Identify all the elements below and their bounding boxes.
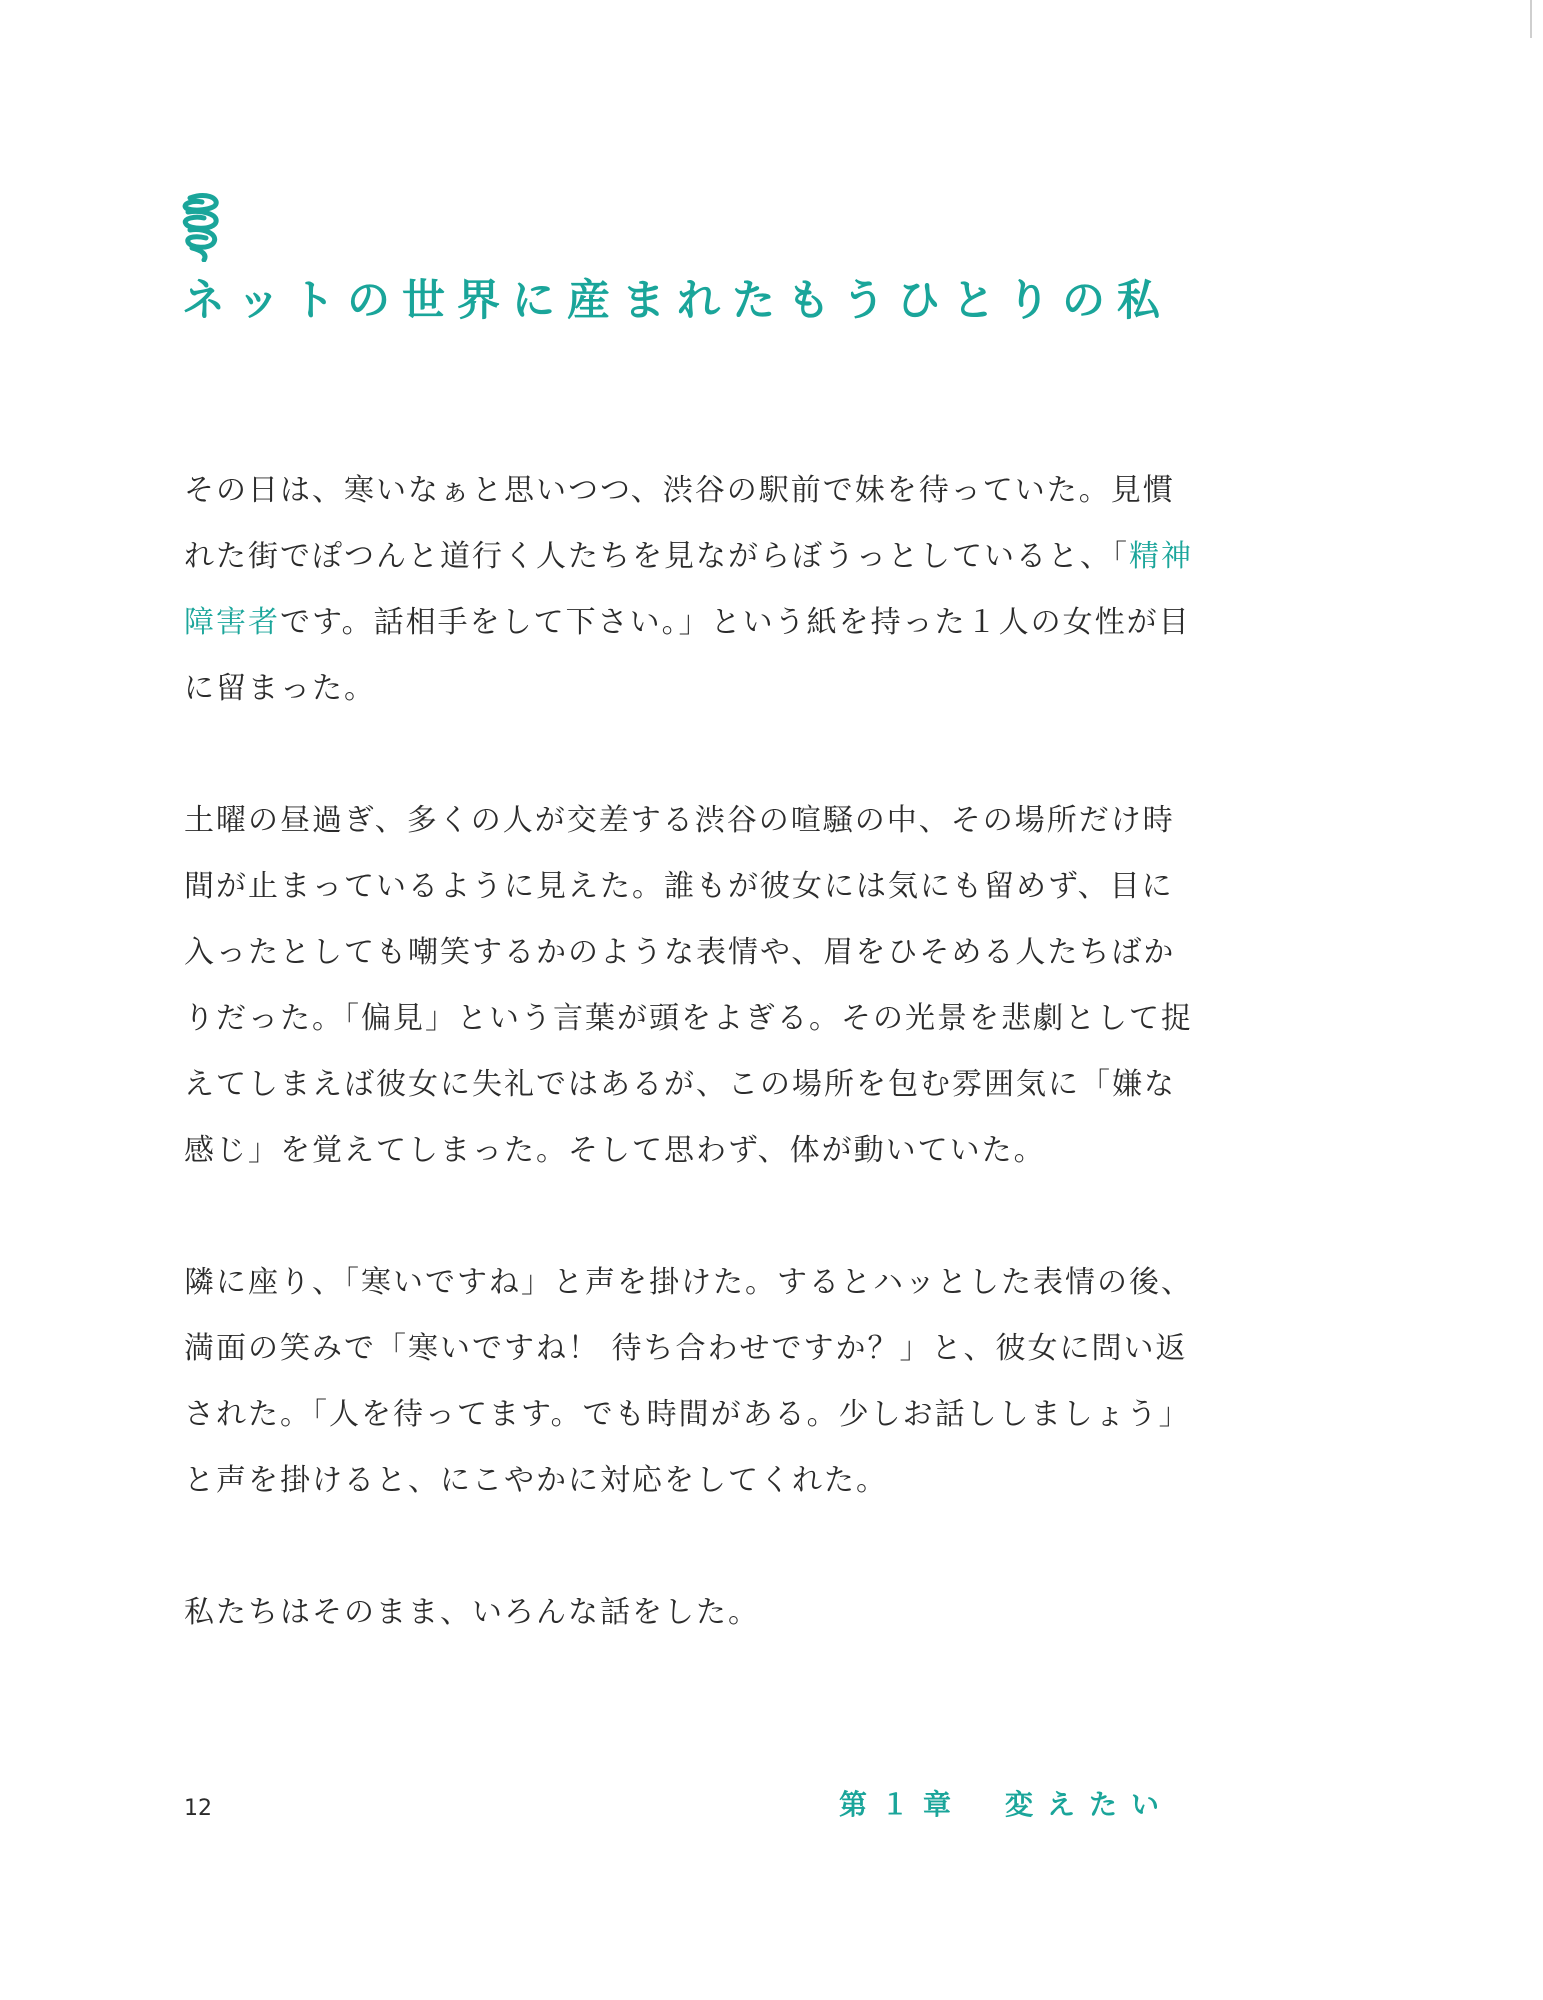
text-line [184,458,1184,524]
text-segment: えてしまえば彼女に失礼ではあるが、この場所を包む雰囲気に「嫌な [184,1067,1176,1102]
text-line [184,656,1184,722]
chapter-number-label: 第１章 [838,1788,965,1821]
spiral-icon [178,190,224,262]
text-line [184,788,1184,854]
text-segment: れた街でぽつんと道行く人たちを見ながらぼうっとしていると、「 [184,539,1129,574]
text-line [184,1052,1184,1118]
text-segment: その日は、寒いなぁと思いつつ、渋谷の駅前で妹を待っていた。見慣 [184,473,1175,508]
body-text [184,458,1193,1712]
text-segment: 隣に座り、「寒いですね」と声を掛けた。するとハッとした表情の後、 [184,1265,1193,1300]
text-line [184,1382,1191,1448]
crop-mark [1530,0,1532,38]
highlighted-term: 障害者 [184,605,280,640]
section-title: ネットの世界に産まれたもうひとりの私 [182,276,1172,326]
paragraph [184,1580,1184,1646]
text-segment: された。「人を待ってます。でも時間がある。少しお話ししましょう」 [184,1397,1191,1432]
text-segment: りだった。「偏見」という言葉が頭をよぎる。その光景を悲劇として捉 [184,1001,1193,1036]
chapter-name-label: 変えたい [1004,1788,1173,1821]
text-segment: 間が止まっているように見えた。誰もが彼女には気にも留めず、目に [184,869,1174,904]
page-number: 12 [184,1796,212,1821]
paragraph [184,788,1193,1184]
text-line [184,524,1193,590]
text-line [184,986,1193,1052]
highlighted-term: 精神 [1129,539,1193,574]
text-segment: に留まった。 [184,671,376,706]
text-segment: 感じ」を覚えてしまった。そして思わず、体が動いていた。 [184,1133,1046,1168]
text-segment: 満面の笑みで「寒いですね！ 待ち合わせですか？」と、彼女に問い返 [184,1331,1188,1366]
text-line [184,1250,1193,1316]
text-line [184,854,1184,920]
paragraph [184,1250,1193,1514]
text-segment: 入ったとしても嘲笑するかのような表情や、眉をひそめる人たちばか [184,935,1176,970]
text-line [184,1580,1184,1646]
text-line [184,1118,1184,1184]
paragraph [184,458,1193,722]
text-line [184,1316,1188,1382]
text-segment: 私たちはそのまま、いろんな話をした。 [184,1595,760,1630]
text-line [184,590,1191,656]
running-header [839,1785,1173,1825]
text-segment: 土曜の昼過ぎ、多くの人が交差する渋谷の喧騒の中、その場所だけ時 [184,803,1175,838]
text-line [184,920,1184,986]
text-segment: と声を掛けると、にこやかに対応をしてくれた。 [184,1463,888,1498]
text-segment: です。話相手をして下さい。」という紙を持った１人の女性が目 [280,605,1191,640]
text-line [184,1448,1184,1514]
